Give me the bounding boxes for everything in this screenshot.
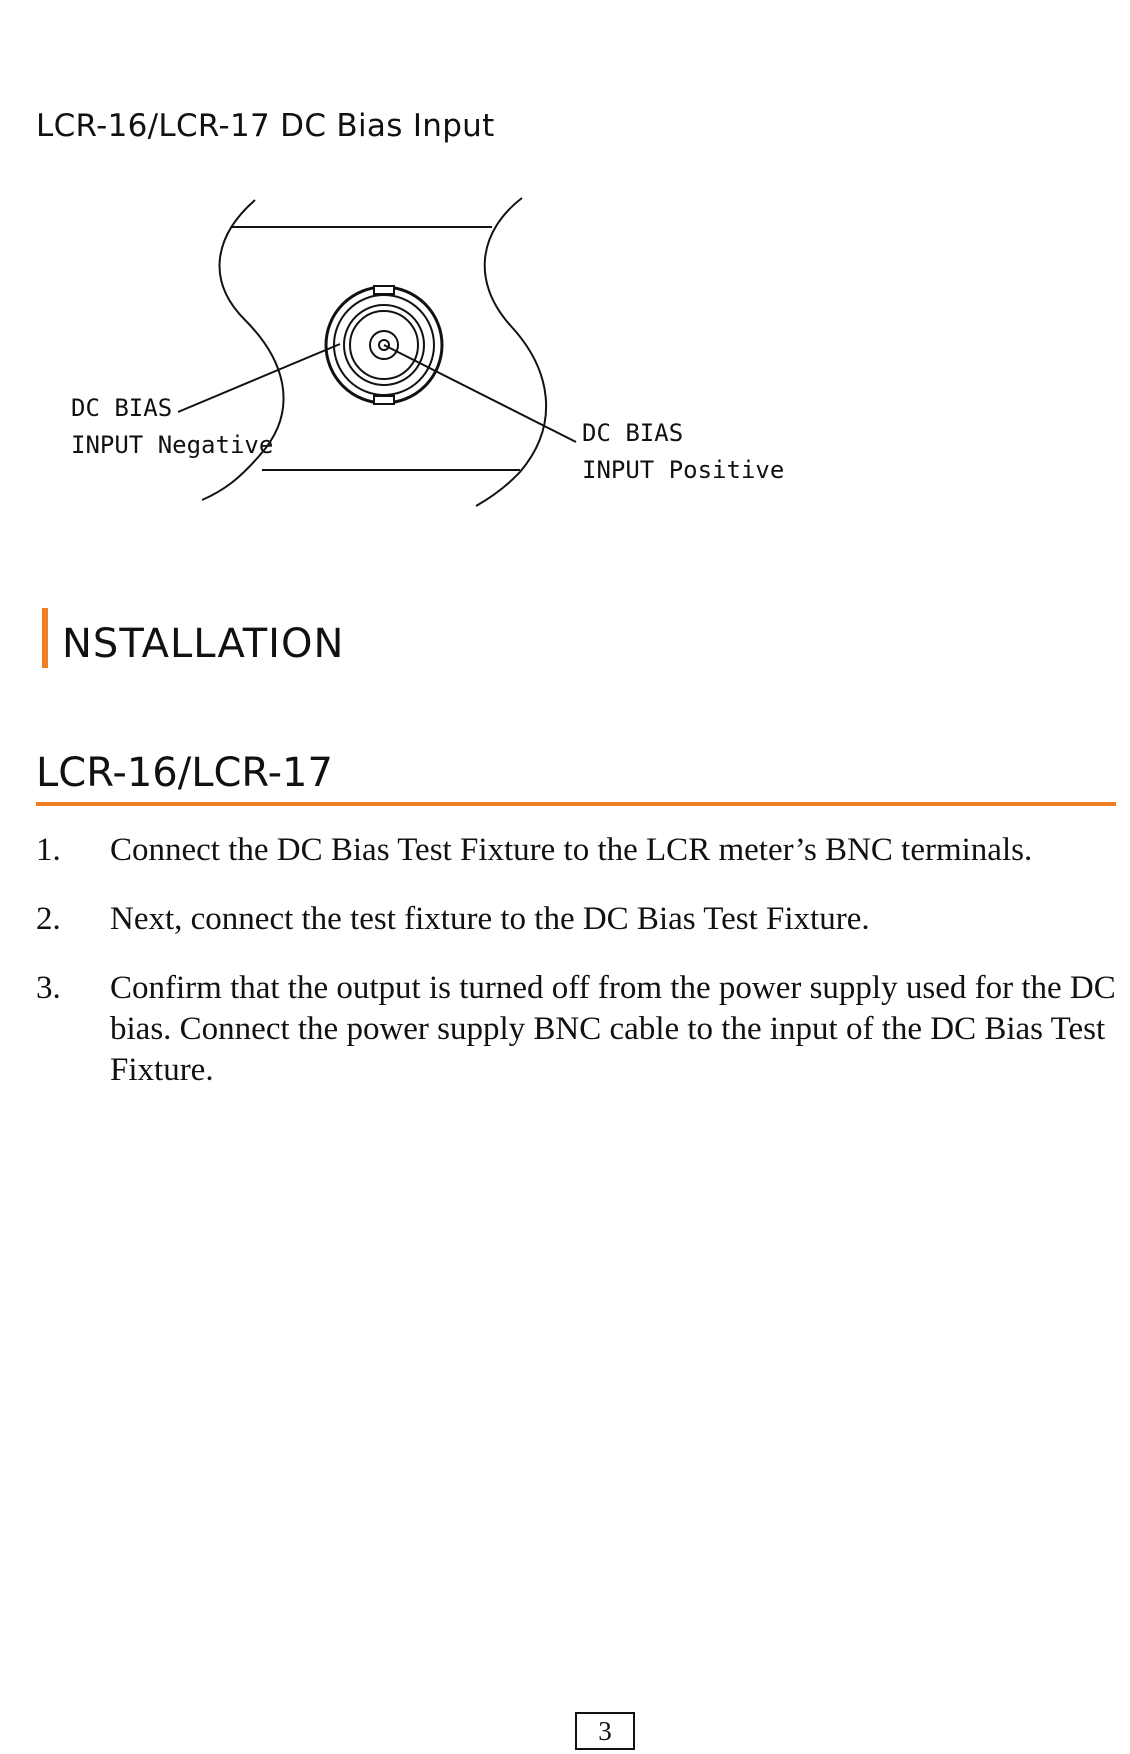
negative-label-line1: DC BIAS [71,394,173,422]
list-item [36,899,1126,940]
page-number: 3 [575,1712,635,1750]
step-number: 1. [36,832,61,868]
positive-label-line2: INPUT Positive [582,456,785,484]
section-heading [42,606,344,668]
positive-label-line1: DC BIAS [582,419,684,447]
step-text: Next, connect the test fixture to the DC Bias Test Fixture. [110,901,870,937]
section-initial-bar [42,608,48,668]
negative-label-line2: INPUT Negative [71,431,274,459]
installation-steps [36,830,1126,1119]
fixture-outline [202,198,546,506]
list-item [36,830,1126,871]
figure-title: LCR-16/LCR-17 DC Bias Input [36,108,495,144]
step-text: Confirm that the output is turned off from the power supply used for the DC bias. Connect the power supply BNC cable to the input of the DC Bias Test Fixture. [110,970,1116,1088]
dc-bias-input-diagram [0,180,1130,540]
list-item [36,968,1126,1091]
leader-lines [178,344,576,442]
step-number: 3. [36,970,61,1006]
fixture-right-break [476,198,546,506]
positive-leader-line [384,345,576,442]
subsection-heading [36,750,1116,806]
step-number: 2. [36,901,61,937]
step-text: Connect the DC Bias Test Fixture to the LCR meter’s BNC terminals. [110,832,1033,868]
subsection-title: LCR-16/LCR-17 [36,750,333,796]
bnc-bayonet-bottom [374,396,394,404]
section-title: NSTALLATION [62,621,345,667]
negative-leader-line [178,344,340,412]
bnc-bayonet-top [374,286,394,294]
